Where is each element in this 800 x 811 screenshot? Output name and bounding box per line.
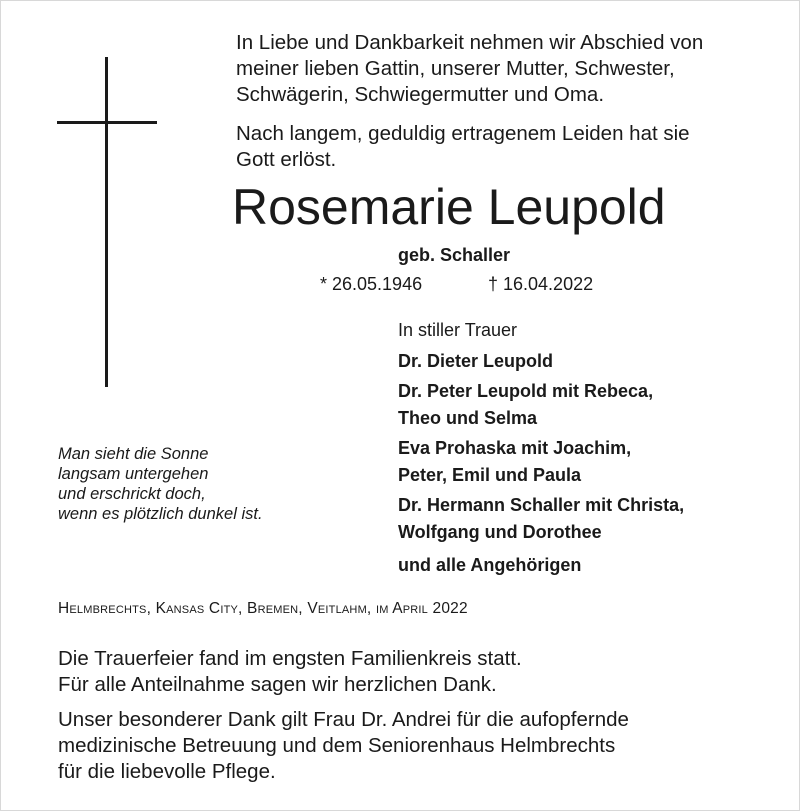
mourners-heading: In stiller Trauer [398, 320, 518, 340]
deceased-name: Rosemarie Leupold [232, 179, 666, 235]
birth-date: * 26.05.1946 [320, 274, 423, 294]
funeral-note: Die Trauerfeier fand im engsten Familienkreis statt. Für alle Anteilnahme sagen wir herzlichen Dank. [58, 647, 522, 696]
intro-paragraph-2: Nach langem, geduldig ertragenem Leiden hat sie Gott erlöst. [236, 122, 690, 171]
mourner-entry: Dr. Dieter Leupold [398, 351, 554, 371]
thanks-note: Unser besonderer Dank gilt Frau Dr. Andrei für die aufopfernde medizinische Betreuung und dem Seniorenhaus Helmbrechts für die liebevolle Pflege. [58, 708, 629, 783]
mourner-entry: Dr. Hermann Schaller mit Christa, Wolfgang und Dorothee [398, 495, 685, 542]
intro-paragraph: In Liebe und Dankbarkeit nehmen wir Abschied von meiner lieben Gattin, unserer Mutter, Schwester, Schwägerin, Schwiegermutter und Oma. [236, 31, 704, 106]
mourner-entry: und alle Angehörigen [398, 555, 582, 575]
birth-name: geb. Schaller [398, 245, 511, 265]
death-date: † 16.04.2022 [488, 274, 594, 294]
cross-horizontal-bar [57, 121, 157, 124]
mourner-entry: Dr. Peter Leupold mit Rebeca, Theo und Selma [398, 381, 654, 428]
place-and-date: Helmbrechts, Kansas City, Bremen, Veitlahm, im April 2022 [58, 600, 468, 617]
cross-vertical-bar [105, 57, 108, 387]
mourner-entry: Eva Prohaska mit Joachim, Peter, Emil und Paula [398, 438, 632, 485]
poem-quote: Man sieht die Sonne langsam untergehen und erschrickt doch, wenn es plötzlich dunkel ist. [58, 445, 263, 523]
mourners-list [398, 348, 778, 582]
life-dates [320, 272, 620, 296]
